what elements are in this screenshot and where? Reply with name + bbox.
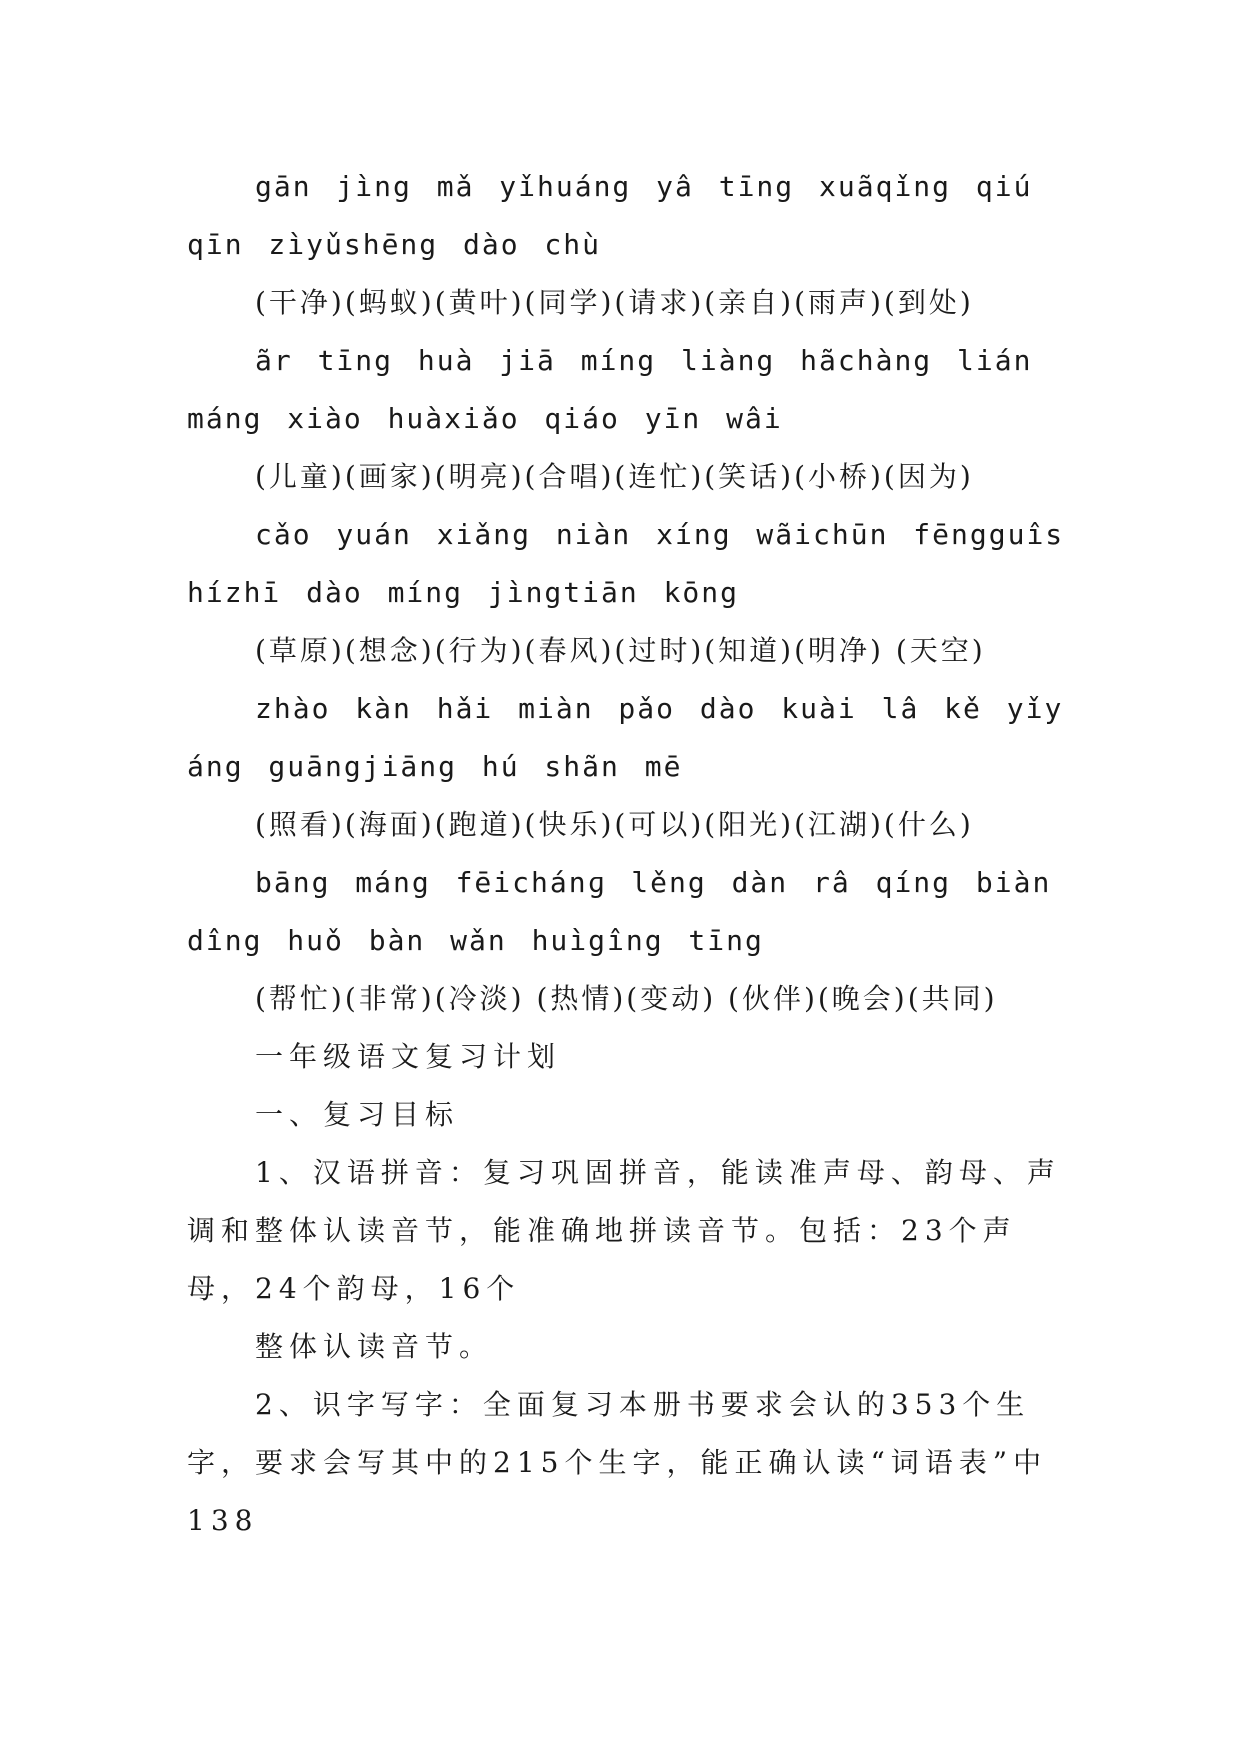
word-line: (儿童)(画家)(明亮)(合唱)(连忙)(笑话)(小桥)(因为) (255, 460, 974, 493)
document-body (187, 158, 1067, 1550)
word-line: (照看)(海面)(跑道)(快乐)(可以)(阳光)(江湖)(什么) (255, 808, 974, 841)
pinyin-line: ãr tīng huà jiā míng liàng hãchàng lián máng xiào huàxiǎo qiáo yīn wâi (187, 344, 1033, 435)
word-line: (帮忙)(非常)(冷淡) (热情)(变动) (伙伴)(晚会)(共同) (255, 982, 998, 1015)
item-pinyin-continued: 整体认读音节。 (255, 1330, 494, 1363)
word-line: (干净)(蚂蚁)(黄叶)(同学)(请求)(亲自)(雨声)(到处) (255, 286, 974, 319)
item-pinyin: 1、汉语拼音：复习巩固拼音，能读准声母、韵母、声调和整体认读音节，能准确地拼读音节。包括：23个声母，24个韵母，16个 (187, 1156, 1061, 1305)
word-line: (草原)(想念)(行为)(春风)(过时)(知道)(明净) (天空) (255, 634, 986, 667)
pinyin-line: bāng máng fēichánɡ lěng dàn râ qíng biàn dîng huǒ bàn wǎn huìgîng tīng (187, 866, 1052, 957)
item-literacy: 2、识字写字：全面复习本册书要求会认的353个生字，要求会写其中的215个生字，能正确认读“词语表”中138 (187, 1388, 1048, 1537)
pinyin-line: zhào kàn hǎi miàn pǎo dào kuài lâ kě yǐyáng guāngjiāng hú shãn mē (187, 692, 1064, 783)
pinyin-line: gān jìng mǎ yǐhuáng yâ tīng xuãqǐng qiú qīn zìyǔshēng dào chù (187, 170, 1033, 261)
pinyin-line: cǎo yuán xiǎng niàn xíng wãichūn fēngguîshízhī dào míng jìngtiān kōng (187, 518, 1065, 609)
plan-title: 一年级语文复习计划 (255, 1040, 562, 1073)
section-heading: 一、复习目标 (255, 1098, 460, 1131)
